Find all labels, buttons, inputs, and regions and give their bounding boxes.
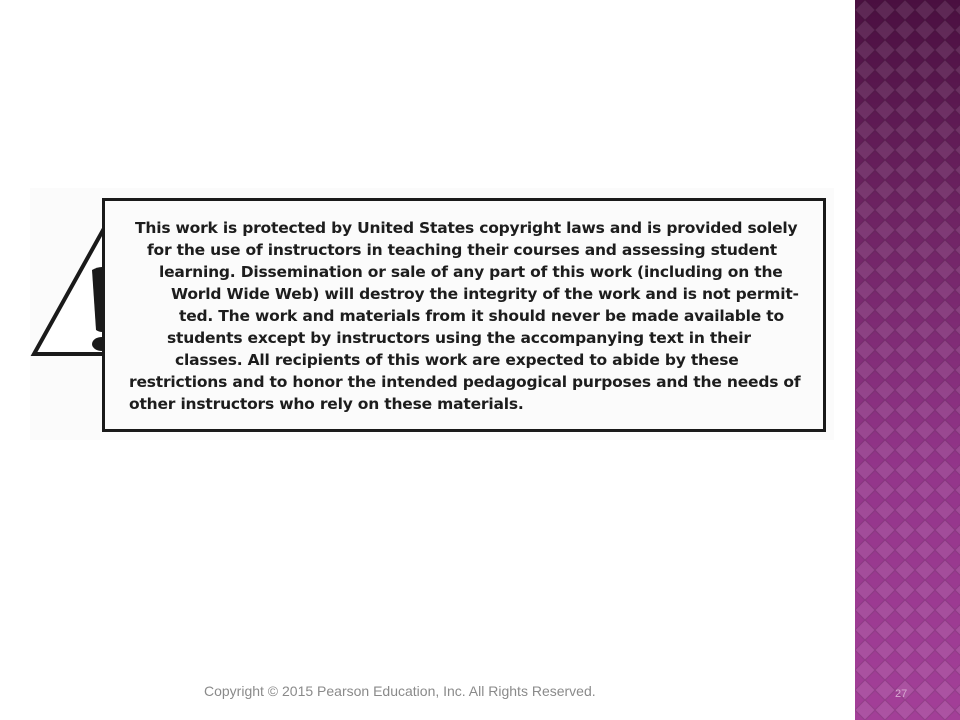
notice-box — [102, 198, 826, 432]
notice-line: students except by instructors using the accompanying text in their — [167, 329, 751, 347]
diamond-pattern — [855, 0, 960, 720]
notice-line: learning. Dissemination or sale of any part of this work (including on the — [159, 263, 783, 281]
notice-line: classes. All recipients of this work are expected to abide by these — [175, 351, 739, 369]
notice-line: ted. The work and materials from it should never be made available to — [179, 307, 784, 325]
notice-line: This work is protected by United States copyright laws and is provided solely — [135, 219, 798, 237]
notice-line: other instructors who rely on these materials. — [129, 395, 524, 413]
decorative-side-band — [855, 0, 960, 720]
slide-number: 27 — [895, 688, 908, 700]
footer-copyright: Copyright © 2015 Pearson Education, Inc. All Rights Reserved. — [204, 683, 596, 699]
copyright-notice-image — [30, 188, 834, 440]
notice-line: World Wide Web) will destroy the integrity of the work and is not permit- — [171, 285, 799, 303]
notice-line: restrictions and to honor the intended pedagogical purposes and the needs of — [129, 373, 801, 391]
notice-line: for the use of instructors in teaching their courses and assessing student — [147, 241, 777, 259]
